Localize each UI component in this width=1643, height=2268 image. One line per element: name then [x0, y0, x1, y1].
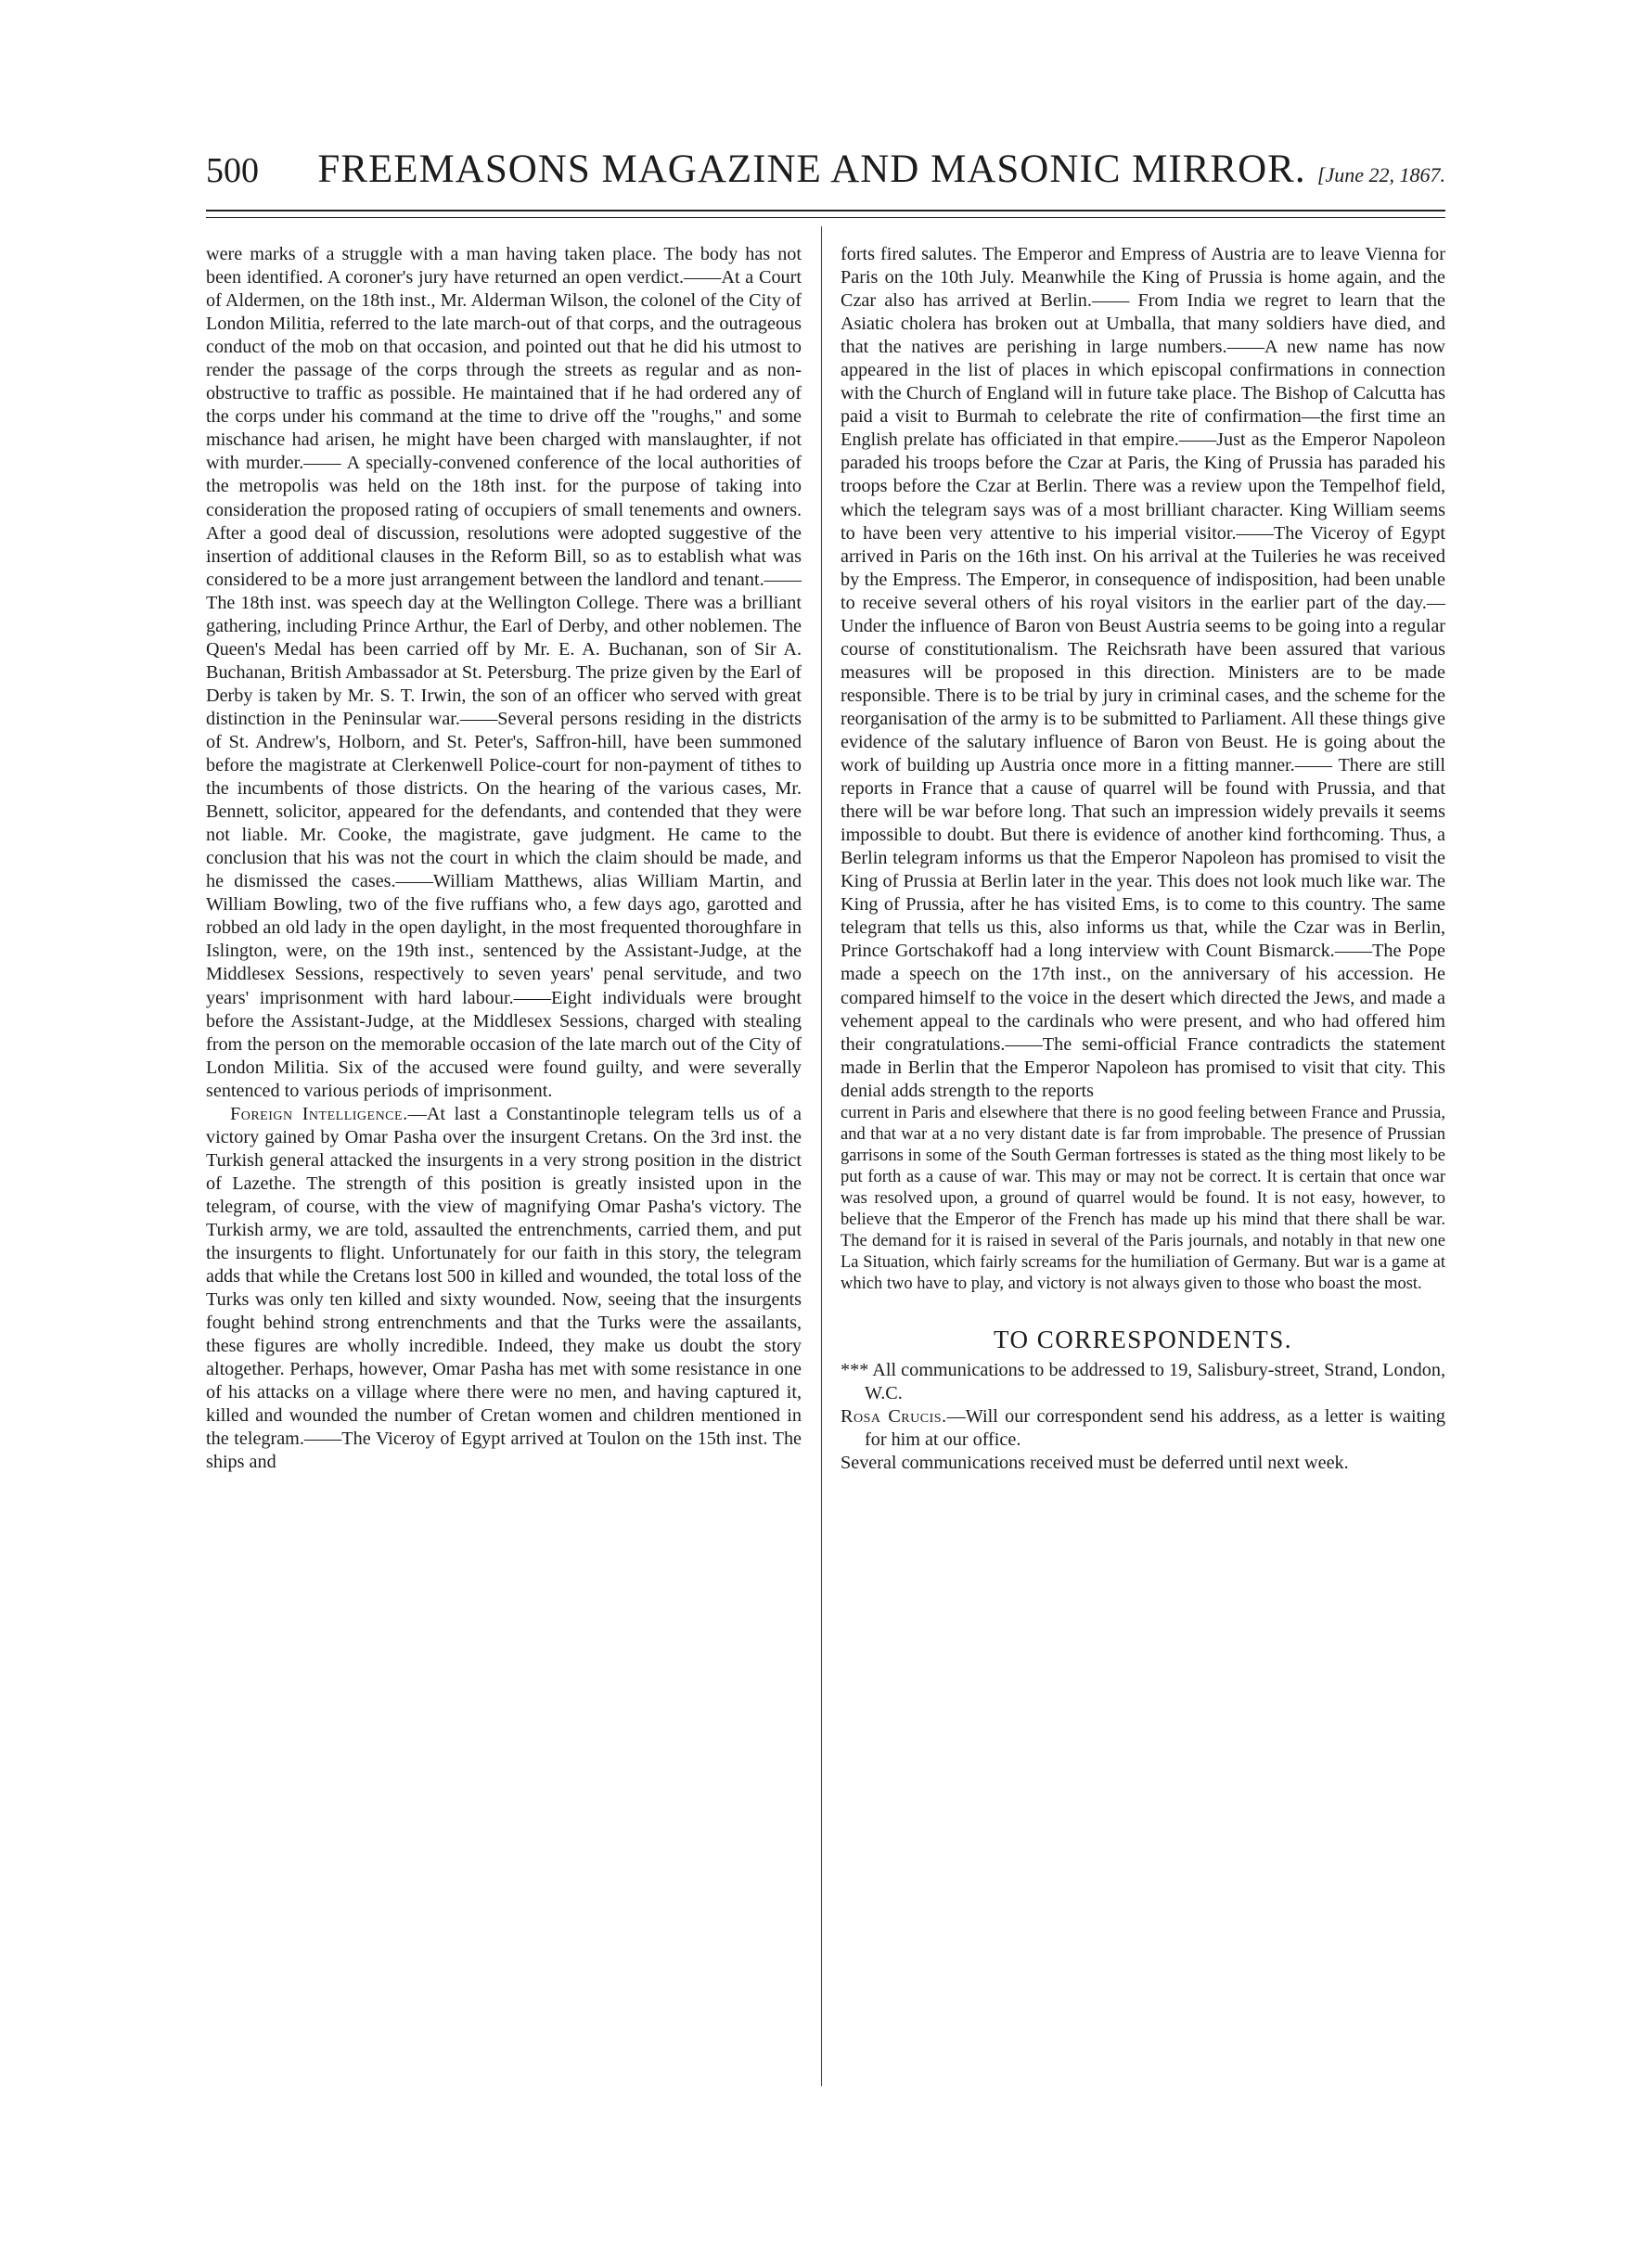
header-rule-thick [206, 210, 1445, 211]
foreign-intelligence-heading: Foreign Intelligence. [230, 1103, 408, 1124]
left-column [206, 243, 802, 1474]
magazine-title: FREEMASONS MAGAZINE AND MASONIC MIRROR. [317, 147, 1306, 191]
page-header [206, 147, 1445, 193]
news-paragraph-continued: forts fired salutes. The Emperor and Empress of Austria are to leave Vienna for Paris on the 10th July. Meanwhile the King of Prussia is home again, and the Czar also has arrived at Berlin.—— From India we regret to learn that the Asiatic cholera has broken out at Umballa, that many soldiers have died, and that the natives are perishing in large numbers.——A new name has now appeared in the list of places in which episcopal confirmations in connection with the Church of England will in future take place. The Bishop of Calcutta has paid a visit to Burmah to celebrate the rite of confirmation—the first time an English prelate has officiated in that empire.——Just as the Emperor Napoleon paraded his troops before the Czar at Paris, the King of Prussia has paraded his troops before the Czar at Berlin. There was a review upon the Tempelhof field, which the telegram says was of a most brilliant character. King William seems to have been very attentive to his imperial visitor.——The Viceroy of Egypt arrived in Paris on the 16th inst. On his arrival at the Tuileries he was received by the Empress. The Emperor, in consequence of indisposition, had been unable to receive several others of his royal visitors in the earlier part of the day.—Under the influence of Baron von Beust Austria seems to be going into a regular course of constitutionalism. The Reichsrath have been assured that various measures will be proposed in this direction. Ministers are to be made responsible. There is to be trial by jury in criminal cases, and the scheme for the reorganisation of the army is to be submitted to Parliament. All these things give evidence of the salutary influence of Baron von Beust. He is going about the work of building up Austria once more in a fitting manner.—— There are still reports in France that a cause of quarrel will be found with Prussia, and that there will be war before long. That such an impression widely prevails it seems impossible to doubt. But there is evidence of another kind forthcoming. Thus, a Berlin telegram informs us that the Emperor Napoleon has promised to visit the King of Prussia at Berlin later in the year. This does not look much like war. The King of Prussia, after he has visited Ems, is to come to this country. The same telegram that tells us this, also informs us that, while the Czar was in Berlin, Prince Gortschakoff had a long interview with Count Bismarck.——The Pope made a speech on the 17th inst., on the anniversary of his accession. He compared himself to the voice in the desert which directed the Jews, and made a vehement appeal to the cardinals who were present, and who had offered him their congratulations.——The semi-official France contradicts the statement made in Berlin that the Emperor Napoleon has promised to visit that city. This denial adds strength to the reports [841, 244, 1445, 1101]
column-divider [821, 226, 822, 2086]
right-column [841, 243, 1445, 1475]
foreign-intelligence-text: —At last a Constantinople telegram tells us of a victory gained by Omar Pasha over the insurgent Cretans. On the 3rd inst. the Turkish general attacked the insurgents in a very strong position in the district of Lazethe. The strength of this position is greatly insisted upon in the telegram, of course, with the view of magnifying Omar Pasha's victory. The Turkish army, we are told, assaulted the entrenchments, carried them, and put the insurgents to flight. Unfortunately for our faith in this story, the telegram adds that while the Cretans lost 500 in killed and wounded, the total loss of the Turks was only ten killed and sixty wounded. Now, seeing that the insurgents fought behind strong entrenchments and that the Turks were the assailants, these figures are wholly incredible. Indeed, they make us doubt the story altogether. Perhaps, however, Omar Pasha has met with some resistance in one of his attacks on a village where there were no men, and having captured it, killed and wounded the number of Cretan women and children mentioned in the telegram.——The Viceroy of Egypt arrived at Toulon on the 15th inst. The ships and [206, 1103, 802, 1473]
correspondents-note-deferred: Several communications received must be deferred until next week. [841, 1452, 1349, 1473]
correspondents-note-rosa-crucis [841, 1405, 1445, 1452]
correspondents-heading: TO CORRESPONDENTS. [993, 1325, 1293, 1353]
header-rule-thin [206, 217, 1445, 218]
rosa-crucis-text: —Will our correspondent send his address, as a letter is waiting for him at our office. [865, 1405, 1446, 1450]
news-paragraph-foreign [206, 1103, 802, 1475]
news-paragraph-small-print: current in Paris and elsewhere that there is no good feeling between France and Prussia, and that war at a no very distant date is far from improbable. The presence of Prussian garrisons in some of the South German fortresses is stated as the thing most likely to be put forth as a cause of war. This may or may not be correct. It is certain that once war was resolved upon, a ground of quarrel would be found. It is not easy, however, to believe that the Emperor of the French has made up his mind that there shall be war. The demand for it is raised in several of the Paris journals, and notably in that new one La Situation, which fairly screams for the humiliation of Germany. But war is a game at which two have to play, and victory is not always given to those who boast the most. [841, 1103, 1445, 1293]
page-number: 500 [206, 151, 259, 190]
correspondents-note-address: *** All communications to be addressed to 19, Salisbury-street, Strand, London, W.C. [841, 1359, 1445, 1403]
rosa-crucis-label: Rosa Crucis. [841, 1405, 947, 1427]
issue-date: [June 22, 1867. [1316, 163, 1445, 186]
news-paragraph-home: were marks of a struggle with a man having taken place. The body has not been identified. A coroner's jury have returned an open verdict.——At a Court of Aldermen, on the 18th inst., Mr. Alderman Wilson, the colonel of the City of London Militia, referred to the late march-out of that corps, and the outrageous conduct of the mob on that occasion, and pointed out that he did his utmost to render the passage of the corps through the streets as regular and as non-obstructive to traffic as possible. He maintained that if he had ordered any of the corps under his command at the time to drive off the "roughs," and some mischance had arisen, he might have been charged with manslaughter, if not with murder.—— A specially-convened conference of the local authorities of the metropolis was held on the 18th inst. for the purpose of taking into consideration the proposed rating of occupiers of small tenements and owners. After a good deal of discussion, resolutions were adopted suggestive of the insertion of additional clauses in the Reform Bill, so as to establish what was considered to be a more just arrangement between the landlord and tenant.——The 18th inst. was speech day at the Wellington College. There was a brilliant gathering, including Prince Arthur, the Earl of Derby, and other noblemen. The Queen's Medal has been carried off by Mr. E. A. Buchanan, son of Sir A. Buchanan, British Ambassador at St. Petersburg. The prize given by the Earl of Derby is taken by Mr. S. T. Irwin, the son of an officer who served with great distinction in the Peninsular war.——Several persons residing in the districts of St. Andrew's, Holborn, and St. Peter's, Saffron-hill, have been summoned before the magistrate at Clerkenwell Police-court for non-payment of tithes to the incumbents of those districts. On the hearing of the various cases, Mr. Bennett, solicitor, appeared for the defendants, and contended that they were not liable. Mr. Cooke, the magistrate, gave judgment. He came to the conclusion that his was not the court in which the claim should be made, and he dismissed the cases.——William Matthews, alias William Martin, and William Bowling, two of the five ruffians who, a few days ago, garotted and robbed an old lady in the open daylight, in the most frequented thoroughfare in Islington, were, on the 19th inst., sentenced by the Assistant-Judge, at the Middlesex Sessions, respectively to seven years' penal servitude, and two years' imprisonment with hard labour.——Eight individuals were brought before the Assistant-Judge, at the Middlesex Sessions, charged with stealing from the person on the memorable occasion of the late march out of the City of London Militia. Six of the accused were found guilty, and were severally sentenced to various periods of imprisonment. [206, 244, 802, 1101]
